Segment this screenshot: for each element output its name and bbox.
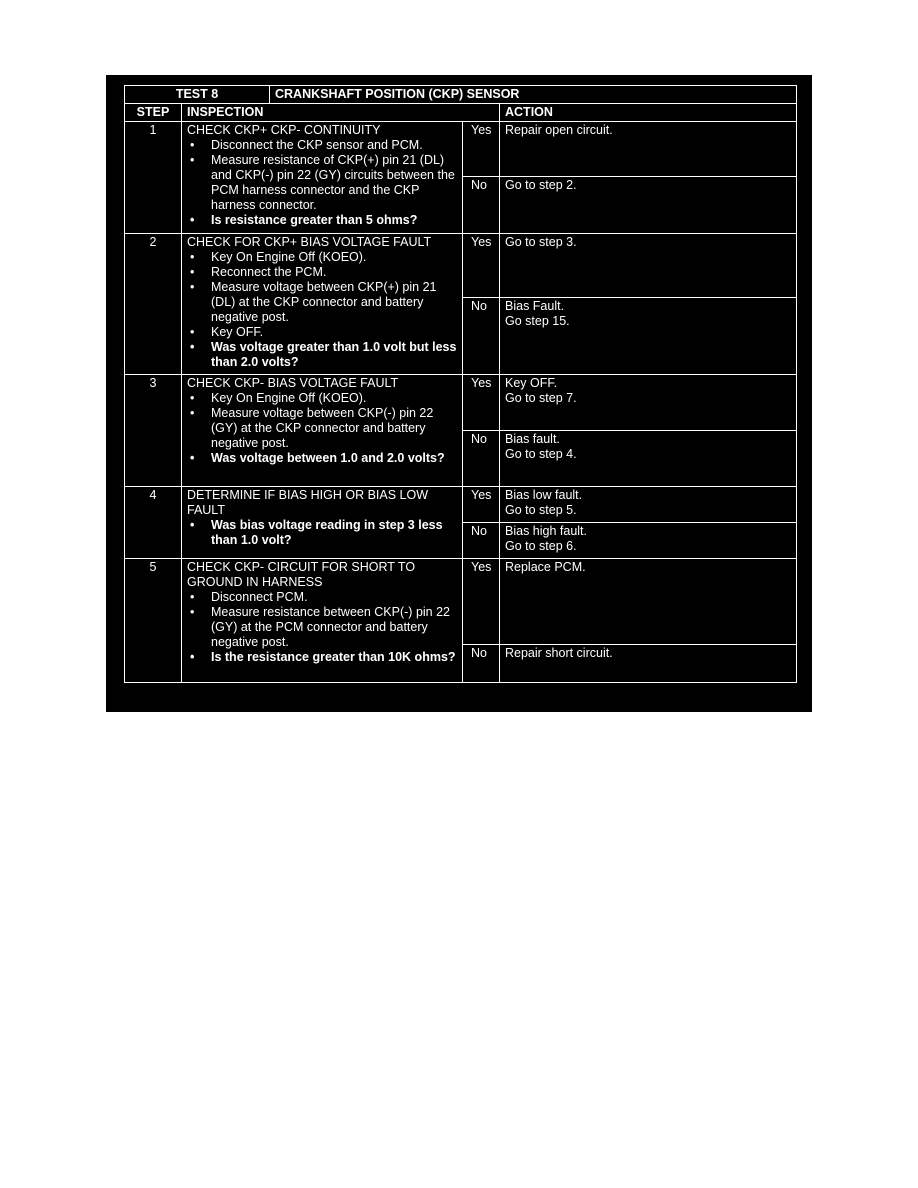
- step-bullet: • Reconnect the PCM.: [187, 265, 457, 280]
- action-line: Key OFF.: [505, 376, 558, 390]
- step-bullet: • Key OFF.: [187, 325, 457, 340]
- step-inspection: [182, 375, 463, 487]
- yes-action: [500, 122, 797, 177]
- test-table: [124, 85, 797, 683]
- step-number: 2: [125, 234, 182, 375]
- no-label: No: [463, 298, 500, 375]
- diagnostic-panel: [106, 75, 812, 712]
- step-bullet-list: [187, 391, 457, 466]
- step-row: [125, 234, 797, 298]
- step-bullet: • Key On Engine Off (KOEO).: [187, 391, 457, 406]
- action-line: Go to step 7.: [505, 391, 577, 405]
- action-line: Bias high fault.: [505, 524, 587, 538]
- no-action: [500, 645, 797, 683]
- test-title: CRANKSHAFT POSITION (CKP) SENSOR: [270, 86, 797, 104]
- step-bullet-list: [187, 590, 457, 665]
- yes-action: [500, 559, 797, 645]
- step-number: 3: [125, 375, 182, 487]
- action-line: Bias fault.: [505, 432, 560, 446]
- column-header-row: [125, 104, 797, 122]
- no-action: [500, 523, 797, 559]
- no-label: No: [463, 523, 500, 559]
- action-line: Go step 15.: [505, 314, 570, 328]
- step-question: • Is resistance greater than 5 ohms?: [187, 213, 457, 228]
- test-header-row: [125, 86, 797, 104]
- action-line: Go to step 3.: [505, 235, 577, 249]
- action-line: Bias low fault.: [505, 488, 583, 502]
- column-inspection: INSPECTION: [182, 104, 500, 122]
- no-label: No: [463, 431, 500, 487]
- action-line: Go to step 2.: [505, 178, 577, 192]
- step-question: • Was voltage between 1.0 and 2.0 volts?: [187, 451, 457, 466]
- step-bullet-list: [187, 518, 457, 548]
- no-action: [500, 431, 797, 487]
- step-title: CHECK CKP- CIRCUIT FOR SHORT TO GROUND IN HARNESS: [187, 560, 416, 589]
- step-question: • Was voltage greater than 1.0 volt but less than 2.0 volts?: [187, 340, 457, 370]
- action-line: Repair short circuit.: [505, 646, 613, 660]
- yes-action: [500, 375, 797, 431]
- step-bullet-list: [187, 250, 457, 370]
- step-bullet: • Measure voltage between CKP(+) pin 21 (DL) at the CKP connector and battery negative post.: [187, 280, 457, 325]
- step-number: 5: [125, 559, 182, 683]
- yes-label: Yes: [463, 375, 500, 431]
- column-action: ACTION: [500, 104, 797, 122]
- step-bullet-list: [187, 138, 457, 228]
- step-bullet: • Measure resistance of CKP(+) pin 21 (DL) and CKP(-) pin 22 (GY) circuits between the PCM harness connector and the CKP harness connector.: [187, 153, 457, 213]
- step-bullet: • Disconnect the CKP sensor and PCM.: [187, 138, 457, 153]
- step-inspection: [182, 559, 463, 683]
- step-row: [125, 375, 797, 431]
- step-title: CHECK CKP- BIAS VOLTAGE FAULT: [187, 376, 399, 390]
- step-bullet: • Disconnect PCM.: [187, 590, 457, 605]
- yes-label: Yes: [463, 234, 500, 298]
- yes-action: [500, 234, 797, 298]
- no-action: [500, 298, 797, 375]
- step-bullet: • Measure voltage between CKP(-) pin 22 (GY) at the CKP connector and battery negative post.: [187, 406, 457, 451]
- yes-label: Yes: [463, 487, 500, 523]
- step-title: CHECK FOR CKP+ BIAS VOLTAGE FAULT: [187, 235, 432, 249]
- step-bullet: • Key On Engine Off (KOEO).: [187, 250, 457, 265]
- action-line: Go to step 5.: [505, 503, 577, 517]
- no-label: No: [463, 645, 500, 683]
- action-line: Bias Fault.: [505, 299, 565, 313]
- step-number: 4: [125, 487, 182, 559]
- step-question: • Was bias voltage reading in step 3 less than 1.0 volt?: [187, 518, 457, 548]
- step-number: 1: [125, 122, 182, 234]
- action-line: Go to step 6.: [505, 539, 577, 553]
- steps-body: [125, 122, 797, 683]
- action-line: Go to step 4.: [505, 447, 577, 461]
- step-title: DETERMINE IF BIAS HIGH OR BIAS LOW FAULT: [187, 488, 429, 517]
- step-inspection: [182, 122, 463, 234]
- action-line: Repair open circuit.: [505, 123, 613, 137]
- step-row: [125, 122, 797, 177]
- step-title: CHECK CKP+ CKP- CONTINUITY: [187, 123, 381, 137]
- no-action: [500, 177, 797, 234]
- yes-label: Yes: [463, 559, 500, 645]
- step-inspection: [182, 234, 463, 375]
- column-step: STEP: [125, 104, 182, 122]
- no-label: No: [463, 177, 500, 234]
- step-question: • Is the resistance greater than 10K ohms?: [187, 650, 457, 665]
- step-bullet: • Measure resistance between CKP(-) pin 22 (GY) at the PCM connector and battery negative post.: [187, 605, 457, 650]
- yes-label: Yes: [463, 122, 500, 177]
- step-inspection: [182, 487, 463, 559]
- step-row: [125, 487, 797, 523]
- test-id: TEST 8: [125, 86, 270, 104]
- step-row: [125, 559, 797, 645]
- action-line: Replace PCM.: [505, 560, 586, 574]
- yes-action: [500, 487, 797, 523]
